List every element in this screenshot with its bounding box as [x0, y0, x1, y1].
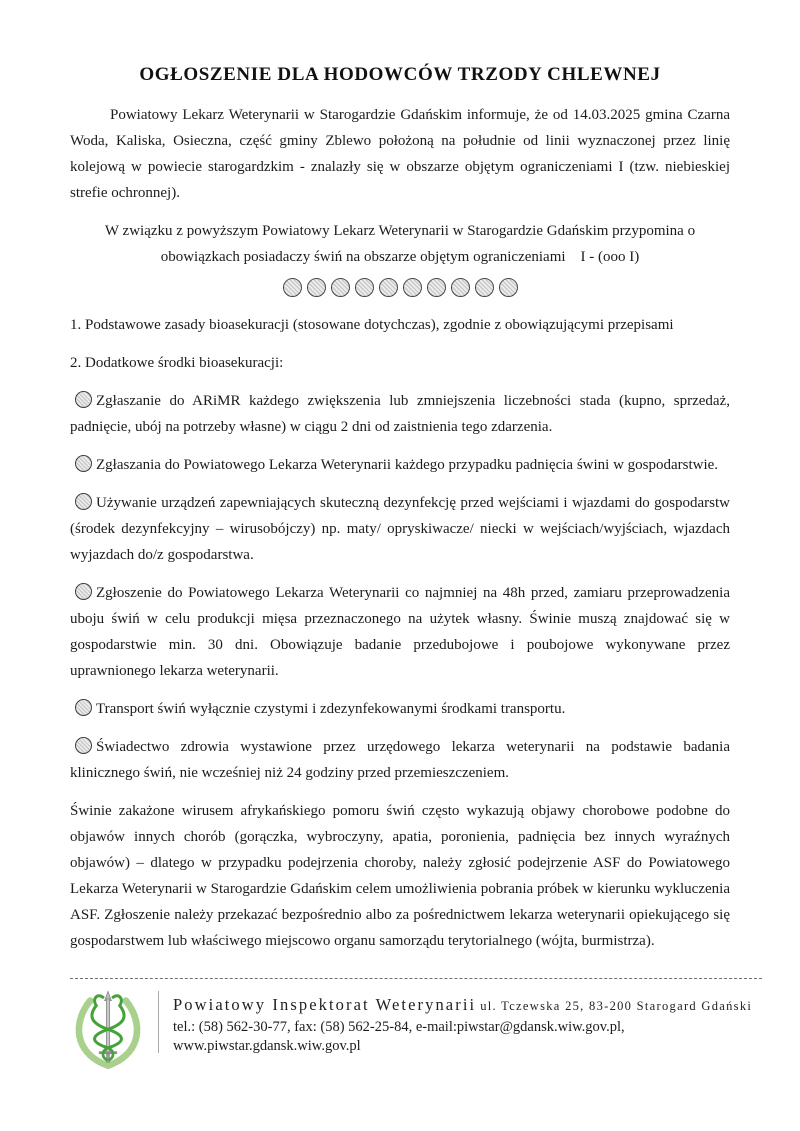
bullet-text: Używanie urządzeń zapewniających skuteczną dezynfekcję przed wejściami i wjazdami do gospodarstw (środek dezynfekcyjny – wirusobójczy) np. maty/ opryskiwacze/ niecki w wejściach/wyjściach, wjazdach wyjazdach do/z gospodarstwa.: [70, 495, 730, 563]
bullet-text: Transport świń wyłącznie czystymi i zdezynfekowanymi środkami transportu.: [96, 701, 566, 717]
bullet-text: Świadectwo zdrowia wystawione przez urzędowego lekarza weterynarii na podstawie badania klinicznego świń, nie wcześniej niż 24 godziny przed przemieszczeniem.: [70, 739, 730, 781]
bullet-circle-icon: [75, 737, 92, 754]
bullet-text: Zgłaszania do Powiatowego Lekarza Weterynarii każdego przypadku padnięcia świni w gospodarstwie.: [96, 457, 719, 473]
bullet-item-arimr: [70, 388, 730, 440]
footer-org-line: [173, 994, 752, 1017]
hatched-circle-icon: [427, 278, 446, 297]
footer-website: www.piwstar.gdansk.wiw.gov.pl: [173, 1038, 361, 1054]
bullet-item-transport: [70, 696, 730, 722]
hatched-circle-icon: [499, 278, 518, 297]
footer: [70, 978, 762, 1074]
reminder-line-2: obowiązkach posiadaczy świń na obszarze objętym ograniczeniami I - (ooo I): [160, 249, 640, 265]
footer-divider: [158, 991, 159, 1053]
org-address: ul. Tczewska 25, 83-200 Starogard Gdański: [480, 999, 753, 1013]
hatched-circle-icon: [403, 278, 422, 297]
bullet-item-padniecie: [70, 452, 730, 478]
bullet-circle-icon: [75, 391, 92, 408]
veterinary-caduceus-logo-icon: [70, 988, 146, 1074]
decorative-circles-row: [70, 276, 730, 298]
bullet-item-dezynfekcja: [70, 490, 730, 568]
bullet-circle-icon: [75, 455, 92, 472]
bullet-circle-icon: [75, 583, 92, 600]
page-title: OGŁOSZENIE DLA HODOWCÓW TRZODY CHLEWNEJ: [139, 64, 661, 85]
bullet-item-swiadectwo: [70, 734, 730, 786]
footer-phone-fax-email: tel.: (58) 562-30-77, fax: (58) 562-25-84, e-mail:piwstar@gdansk.wiw.gov.pl,: [173, 1019, 625, 1035]
hatched-circle-icon: [355, 278, 374, 297]
closing-paragraph: Świnie zakażone wirusem afrykańskiego pomoru świń często wykazują objawy chorobowe podobne do objawów innych chorób (gorączka, wybroczyny, apatia, poronienia, padnięcia bez innych wyraźnych objawów) – dlatego w przypadku podejrzenia choroby, należy zgłosić podejrzenie ASF do Powiatowego Lekarza Weterynarii w Starogardzie Gdańskim celem umożliwienia pobrania próbek w kierunku wykluczenia ASF. Zgłoszenie należy przekazać bezpośrednio albo za pośrednictwem lekarza weterynarii opiekującego się gospodarstwem lub właściwego miejscowo organu samorządu terytorialnego (wójta, burmistrza).: [70, 803, 730, 949]
bullet-item-uboj: [70, 580, 730, 684]
bullet-text: Zgłoszenie do Powiatowego Lekarza Weterynarii co najmniej na 48h przed, zamiaru przeprowadzenia uboju świń w celu produkcji mięsa przeznaczonego na użytek własny. Świnie muszą znajdować się w gospodarstwie min. 30 dni. Obowiązuje badanie przedubojowe i poubojowe wykonywane przez uprawnionego lekarza weterynarii.: [70, 585, 730, 679]
hatched-circle-icon: [379, 278, 398, 297]
org-name: Powiatowy Inspektorat Weterynarii: [173, 995, 477, 1014]
bullet-circle-icon: [75, 493, 92, 510]
intro-paragraph: Powiatowy Lekarz Weterynarii w Starogardzie Gdańskim informuje, że od 14.03.2025 gmina Czarna Woda, Kaliska, Osieczna, część gminy Zblewo położoną na południe od linii wyznaczonej przez linię kolejową w powiecie starogardzkim - znalazły się w obszarze objętym ograniczeniami I (tzw. niebieskiej strefie ochronnej).: [70, 107, 730, 201]
hatched-circle-icon: [451, 278, 470, 297]
hatched-circle-icon: [331, 278, 350, 297]
reminder-line-1: W związku z powyższym Powiatowy Lekarz Weterynarii w Starogardzie Gdańskim przypomina o: [104, 223, 696, 239]
numbered-item-1: 1. Podstawowe zasady bioasekuracji (stosowane dotychczas), zgodnie z obowiązującymi przepisami: [70, 317, 674, 333]
hatched-circle-icon: [283, 278, 302, 297]
bullet-text: Zgłaszanie do ARiMR każdego zwiększenia lub zmniejszenia liczebności stada (kupno, sprzedaż, padnięcie, ubój na potrzeby własne) w ciągu 2 dni od zaistnienia tego zdarzenia.: [70, 393, 730, 435]
numbered-item-2: 2. Dodatkowe środki bioasekuracji:: [70, 355, 284, 371]
hatched-circle-icon: [307, 278, 326, 297]
reminder-block: [70, 218, 730, 270]
bullet-circle-icon: [75, 699, 92, 716]
footer-contact-block: [173, 988, 752, 1056]
hatched-circle-icon: [475, 278, 494, 297]
